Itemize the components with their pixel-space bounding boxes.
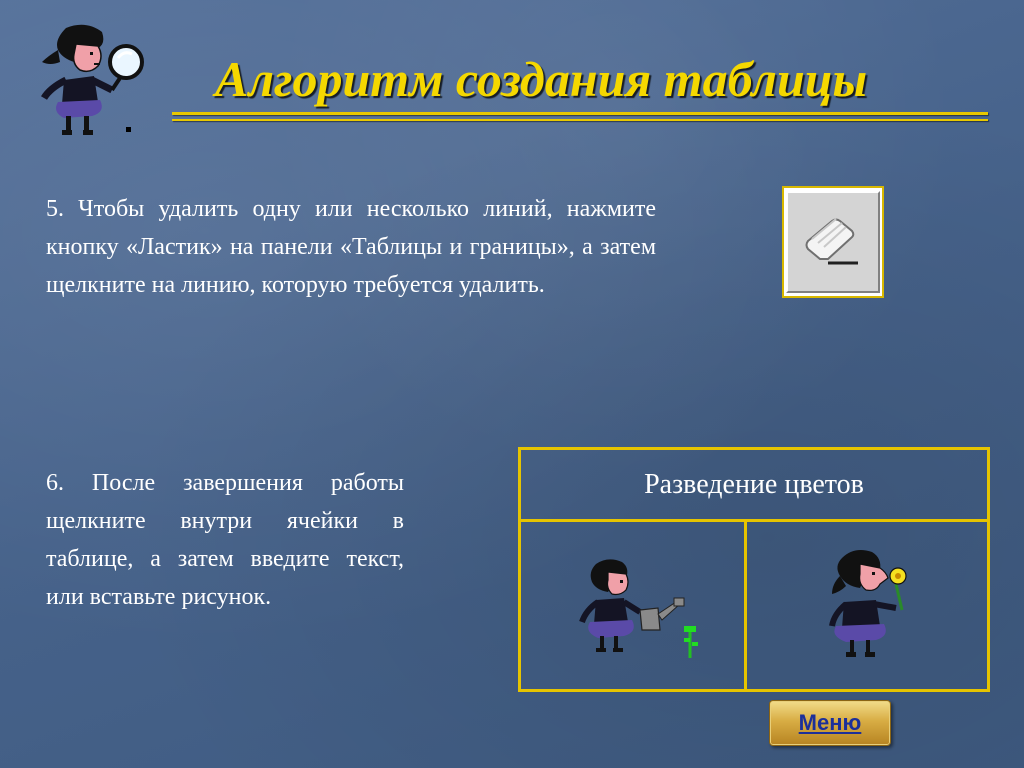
title-underline bbox=[172, 119, 988, 121]
smelling-flower-girl-picture bbox=[826, 546, 926, 662]
magnifier-girl-icon bbox=[28, 22, 146, 140]
step-5-text: 5. Чтобы удалить одну или несколько линий, нажмите кнопку «Ластик» на панели «Таблицы и границы», а затем щелкните на линию, которую требуется удалить. bbox=[46, 196, 656, 298]
slide-title: Алгоритм создания таблицы bbox=[215, 51, 868, 107]
decorative-dot bbox=[126, 127, 131, 132]
watering-girl-picture bbox=[578, 556, 706, 660]
table-row-border bbox=[518, 519, 990, 522]
title-underline bbox=[172, 112, 988, 115]
step-6-text: 6. После завершения работы щелкните внутри ячейки в таблице, а затем введите текст, или вставьте рисунок. bbox=[46, 470, 404, 610]
eraser-icon bbox=[788, 193, 878, 291]
table-column-border bbox=[744, 519, 747, 692]
menu-button[interactable]: Меню bbox=[769, 700, 891, 746]
table-header-cell: Разведение цветов bbox=[644, 469, 864, 500]
eraser-button bbox=[786, 191, 880, 293]
